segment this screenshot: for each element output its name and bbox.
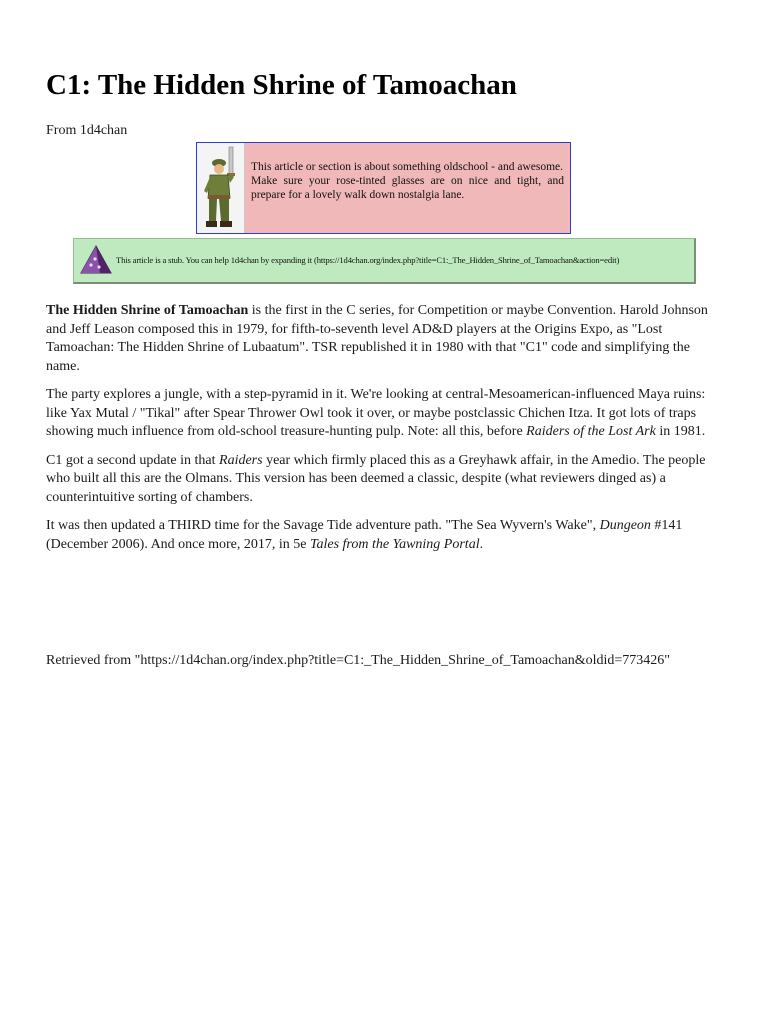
- raiders-title: Raiders: [219, 452, 263, 468]
- oldschool-notice-text: [245, 143, 570, 233]
- article-page: [46, 66, 722, 668]
- paragraph-third-update-text-b: #141 (December 2006). And once more, 2017, in 5e: [46, 518, 683, 552]
- soldier-figure-image: [197, 143, 244, 233]
- paragraph-third-update-text-c: .: [479, 536, 484, 552]
- soldier-figure-icon: [197, 143, 245, 233]
- paragraph-party-text-a: The party explores a jungle, with a step-pyramid in it. We're looking at central-Mesoamerican-influenced Maya ruins: like Yax Mutal / "Tikal" after Spear Thrower Owl took it over, or maybe postclassic Chichen Itza. It got lots of traps showing much influence from old-school treasure-hunting pulp. Note: all this, before: [46, 387, 706, 439]
- paragraph-second-update-text-b: year which firmly placed this as a Greyhawk affair, in the Amedio. The people who built all this are the Olmans. This version has been deemed a classic, despite (what reviewers dinged as) a counterintuitive sorting of chambers.: [46, 452, 706, 505]
- article-subject-bold: The Hidden Shrine of Tamoachan: [46, 303, 249, 318]
- raiders-lost-ark-title: Raiders of the Lost Ark: [526, 424, 656, 439]
- stub-notice-text: This article is a stub. You can help 1d4chan by expanding it (https://1d4chan.org/index.php?title=C1:_The_Hidden_Shrine_of_Tamoachan&action=edit): [116, 255, 620, 265]
- oldschool-notice-line2: Make sure your rose-tinted glasses are on nice and tight, and prepare for a lovely walk down nostalgia lane.: [251, 175, 564, 201]
- yawning-portal-title: Tales from the Yawning Portal: [309, 536, 480, 552]
- page-title: C1: The Hidden Shrine of Tamoachan: [46, 69, 517, 101]
- dungeon-magazine-title: Dungeon: [599, 518, 651, 533]
- paragraph-second-update-text-a: C1 got a second update in that: [46, 452, 220, 468]
- retrieved-from-line: Retrieved from "https://1d4chan.org/index.php?title=C1:_The_Hidden_Shrine_of_Tamoachan&oldid=773426": [46, 653, 670, 668]
- paragraph-party-text-b: in 1981.: [655, 424, 706, 439]
- site-subtitle: From 1d4chan: [46, 123, 128, 138]
- paragraph-second-update: [46, 452, 722, 508]
- paragraph-third-update-text-a: It was then updated a THIRD time for the Savage Tide adventure path. "The Sea Wyvern's Wake",: [46, 518, 600, 533]
- oldschool-notice-line1: This article or section is about something oldschool - and awesome.: [251, 161, 564, 173]
- d4-die-icon: [78, 243, 114, 279]
- oldschool-notice-box: [196, 142, 571, 234]
- stub-notice-box: [73, 238, 696, 284]
- paragraph-intro-text: is the first in the C series, for Competition or maybe Convention. Harold Johnson and Jeff Leason composed this in 1979, for fifth-to-seventh level AD&D players at the Origins Expo, as "Lost Tamoachan: The Hidden Shrine of Lubaatum". TSR republished it in 1980 with that "C1" code and simplifying the name.: [46, 303, 708, 374]
- paragraph-party: [46, 386, 722, 442]
- paragraph-third-update: [46, 517, 722, 554]
- article-body: [46, 302, 722, 564]
- paragraph-intro: [46, 302, 722, 376]
